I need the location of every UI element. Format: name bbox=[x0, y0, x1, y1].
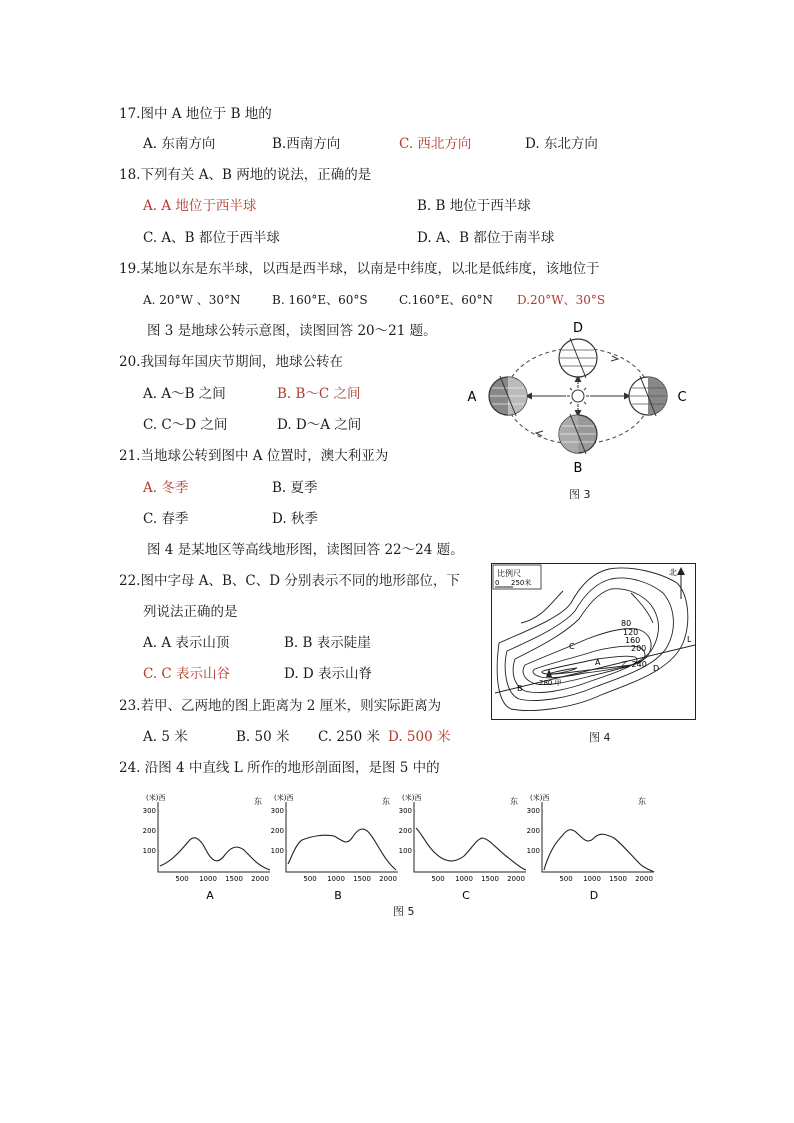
q18-option-d: D. A、B 都位于南半球 bbox=[417, 230, 555, 246]
y-unit-label: (米)西 bbox=[530, 794, 550, 802]
svg-text:A: A bbox=[595, 658, 601, 667]
east-label: 东 bbox=[254, 797, 262, 806]
fig3-label-d: D bbox=[572, 321, 584, 336]
y-tick-label: 100 bbox=[398, 847, 412, 855]
q22-stem-line1: 22.图中字母 A、B、C、D 分别表示不同的地形部位，下 bbox=[119, 573, 460, 589]
y-tick-label: 200 bbox=[526, 827, 540, 835]
profile-curve bbox=[160, 838, 270, 870]
q17-option-c: C. 西北方向 bbox=[399, 136, 472, 152]
x-tick-label: 500 bbox=[431, 875, 445, 883]
q23-stem: 23.若甲、乙两地的图上距离为 2 厘米，则实际距离为 bbox=[119, 698, 442, 714]
q23-option-a: A. 5 米 bbox=[143, 729, 188, 745]
east-label: 东 bbox=[510, 797, 518, 806]
q21-option-d: D. 秋季 bbox=[272, 511, 318, 527]
q19-option-d: D.20°W、30°S bbox=[517, 293, 606, 307]
fig3-label-a: A bbox=[467, 390, 477, 405]
fig3-label-c: C bbox=[677, 390, 687, 405]
svg-text:200: 200 bbox=[631, 644, 647, 653]
profile-panel-c bbox=[399, 793, 526, 902]
fig3-caption: 图 3 bbox=[569, 488, 591, 501]
q19-stem: 19.某地以东是东半球，以西是西半球，以南是中纬度，以北是低纬度，该地位于 bbox=[119, 261, 600, 277]
q21-stem: 21.当地球公转到图中 A 位置时，澳大利亚为 bbox=[119, 448, 389, 464]
x-tick-label: 1000 bbox=[199, 875, 217, 883]
q17-option-a: A. 东南方向 bbox=[143, 136, 216, 152]
x-tick-label: 1500 bbox=[609, 875, 627, 883]
profile-panel-a bbox=[143, 793, 270, 902]
svg-text:北: 北 bbox=[669, 568, 677, 577]
q22-option-d: D. D 表示山脊 bbox=[284, 666, 373, 682]
y-tick-label: 200 bbox=[142, 827, 156, 835]
y-tick-label: 200 bbox=[398, 827, 412, 835]
q21-option-b: B. 夏季 bbox=[272, 480, 318, 496]
q22-option-b: B. B 表示陡崖 bbox=[284, 635, 371, 651]
panel-letter: D bbox=[589, 889, 599, 902]
earth-position-d bbox=[559, 338, 597, 378]
q22-stem-line2: 列说法正确的是 bbox=[143, 604, 238, 620]
q19-option-c: C.160°E、60°N bbox=[399, 293, 494, 307]
q24-stem: 24. 沿图 4 中直线 L 所作的地形剖面图，是图 5 中的 bbox=[119, 760, 440, 776]
east-label: 东 bbox=[382, 797, 390, 806]
q17-stem: 17.图中 A 地位于 B 地的 bbox=[119, 106, 272, 122]
x-tick-label: 1500 bbox=[225, 875, 243, 883]
svg-text:80: 80 bbox=[621, 619, 632, 628]
q20-option-c: C. C～D 之间 bbox=[143, 417, 228, 433]
q20-stem: 20.我国每年国庆节期间，地球公转在 bbox=[119, 354, 343, 370]
y-tick-label: 100 bbox=[142, 847, 156, 855]
svg-text:比例尺: 比例尺 bbox=[497, 569, 521, 578]
q19-option-a: A. 20°W 、30°N bbox=[143, 293, 241, 307]
fig5-caption: 图 5 bbox=[393, 905, 415, 918]
fig3-label-b: B bbox=[573, 461, 583, 476]
y-tick-label: 300 bbox=[398, 807, 412, 815]
x-tick-label: 1000 bbox=[455, 875, 473, 883]
y-tick-label: 200 bbox=[270, 827, 284, 835]
fig4-caption: 图 4 bbox=[589, 731, 611, 744]
x-tick-label: 500 bbox=[559, 875, 573, 883]
y-tick-label: 300 bbox=[526, 807, 540, 815]
profile-panel-d bbox=[527, 793, 654, 902]
x-tick-label: 1500 bbox=[481, 875, 499, 883]
y-unit-label: (米)西 bbox=[274, 794, 294, 802]
q21-option-a: A. 冬季 bbox=[143, 480, 189, 496]
q18-option-a: A. A 地位于西半球 bbox=[143, 198, 257, 214]
panel-letter: A bbox=[206, 889, 214, 902]
svg-text:160: 160 bbox=[625, 636, 641, 645]
profile-panel-b bbox=[271, 793, 398, 902]
x-tick-label: 2000 bbox=[635, 875, 653, 883]
q23-option-c: C. 250 米 bbox=[318, 729, 380, 745]
svg-text:L: L bbox=[687, 635, 692, 644]
svg-text:250米: 250米 bbox=[511, 579, 532, 587]
x-tick-label: 2000 bbox=[507, 875, 525, 883]
panel-letter: B bbox=[334, 889, 342, 902]
q18-option-c: C. A、B 都位于西半球 bbox=[143, 230, 280, 246]
earth-position-a bbox=[489, 376, 527, 416]
q17-option-b: B.西南方向 bbox=[272, 136, 341, 152]
x-tick-label: 500 bbox=[175, 875, 189, 883]
svg-text:D: D bbox=[653, 664, 660, 673]
x-tick-label: 500 bbox=[303, 875, 317, 883]
earth-position-c bbox=[629, 376, 667, 416]
svg-text:120: 120 bbox=[623, 628, 639, 637]
q20-option-d: D. D～A 之间 bbox=[277, 417, 362, 433]
x-tick-label: 2000 bbox=[379, 875, 397, 883]
y-tick-label: 100 bbox=[270, 847, 284, 855]
earth-orbit-diagram bbox=[462, 318, 698, 488]
profile-curve bbox=[544, 830, 654, 872]
y-unit-label: (米)西 bbox=[146, 794, 166, 802]
scale-bar bbox=[493, 565, 541, 589]
svg-text:乙 240: 乙 240 bbox=[621, 660, 647, 669]
profile-curve bbox=[288, 829, 396, 870]
y-tick-label: 300 bbox=[142, 807, 156, 815]
q22-option-c: C. C 表示山谷 bbox=[143, 666, 231, 682]
q20-option-a: A. A～B 之间 bbox=[143, 386, 226, 402]
profile-curve bbox=[416, 828, 526, 870]
east-label: 东 bbox=[638, 797, 646, 806]
x-tick-label: 1500 bbox=[353, 875, 371, 883]
q18-stem: 18.下列有关 A、B 两地的说法，正确的是 bbox=[119, 167, 372, 183]
panel-letter: C bbox=[462, 889, 470, 902]
q19-option-b: B. 160°E、60°S bbox=[272, 293, 368, 307]
q22-option-a: A. A 表示山顶 bbox=[143, 635, 230, 651]
q23-option-d: D. 500 米 bbox=[388, 729, 451, 745]
svg-text:C: C bbox=[569, 642, 575, 651]
y-tick-label: 100 bbox=[526, 847, 540, 855]
fig3-intro: 图 3 是地球公转示意图，读图回答 20～21 题。 bbox=[147, 323, 437, 339]
svg-text:280 甲: 280 甲 bbox=[539, 679, 562, 687]
svg-text:B: B bbox=[517, 684, 523, 693]
svg-text:0: 0 bbox=[495, 579, 500, 587]
q23-option-b: B. 50 米 bbox=[236, 729, 290, 745]
q21-option-c: C. 春季 bbox=[143, 511, 189, 527]
x-tick-label: 1000 bbox=[327, 875, 345, 883]
q17-option-d: D. 东北方向 bbox=[525, 136, 598, 152]
y-unit-label: (米)西 bbox=[402, 794, 422, 802]
fig4-intro: 图 4 是某地区等高线地形图，读图回答 22～24 题。 bbox=[147, 542, 464, 558]
sun-icon bbox=[567, 385, 589, 407]
q20-option-b: B. B～C 之间 bbox=[277, 386, 361, 402]
x-tick-label: 1000 bbox=[583, 875, 601, 883]
earth-position-b bbox=[559, 414, 597, 454]
y-tick-label: 300 bbox=[270, 807, 284, 815]
profile-panels bbox=[140, 790, 660, 902]
q18-option-b: B. B 地位于西半球 bbox=[417, 198, 531, 214]
x-tick-label: 2000 bbox=[251, 875, 269, 883]
contour-map bbox=[491, 563, 696, 720]
